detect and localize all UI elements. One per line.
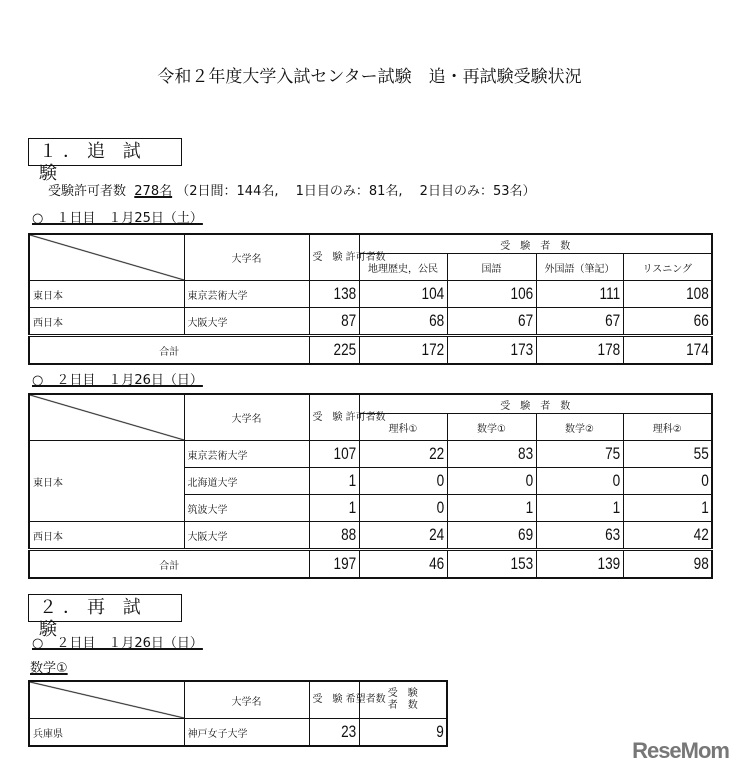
univ: 東京芸術大学 xyxy=(184,281,309,308)
total-value: 173 xyxy=(465,336,536,365)
univ: 東京芸術大学 xyxy=(184,441,309,468)
univ: 北海道大学 xyxy=(184,468,309,495)
header-subject: 理科② xyxy=(623,414,712,441)
value: 24 xyxy=(377,522,447,550)
total-label: 合計 xyxy=(29,550,309,579)
header-subject: 国語 xyxy=(447,254,536,281)
table-row xyxy=(29,308,712,336)
permit-summary xyxy=(48,180,536,199)
header-permit: 受 験 許可者数 xyxy=(309,234,359,281)
document-title: 令和２年度大学入試センター試験 追・再試験受験状況 xyxy=(157,67,582,87)
total-value: 174 xyxy=(641,336,712,365)
value: 63 xyxy=(553,522,623,550)
resemom-logo: ReseMom xyxy=(632,738,729,763)
value: 106 xyxy=(465,281,536,308)
day2-table xyxy=(28,393,713,579)
header-applicants: 受 験 希望者数 xyxy=(309,681,359,719)
table-row xyxy=(29,281,712,308)
value: 66 xyxy=(641,308,712,336)
value: 69 xyxy=(465,522,536,550)
value: 67 xyxy=(553,308,623,336)
summary-label: 受験許可者数 xyxy=(48,184,127,199)
region: 東日本 xyxy=(29,281,184,308)
header-examinees: 受 験 者 数 xyxy=(359,681,447,719)
header-subject: 地理歴史，公民 xyxy=(359,254,447,281)
univ: 大阪大学 xyxy=(184,308,309,336)
diagonal-header-cell xyxy=(29,681,184,719)
region: 西日本 xyxy=(29,522,184,550)
total-value: 178 xyxy=(553,336,623,365)
total-row xyxy=(29,336,712,365)
permit: 1 xyxy=(319,468,359,495)
permit: 138 xyxy=(319,281,359,308)
header-subject: 外国語（筆記） xyxy=(536,254,623,281)
value: 0 xyxy=(377,468,447,495)
region: 東日本 xyxy=(29,441,184,522)
value: 68 xyxy=(377,308,447,336)
permit: 87 xyxy=(319,308,359,336)
summary-detail: （2日間：144名, 1日目のみ：81名, 2日目のみ：53名） xyxy=(176,184,536,199)
value: 108 xyxy=(641,281,712,308)
value: 0 xyxy=(465,468,536,495)
diagonal-header-cell xyxy=(29,234,184,281)
total-value: 46 xyxy=(377,550,447,579)
total-label: 合計 xyxy=(29,336,309,365)
header-subject: 数学① xyxy=(447,414,536,441)
re-exam-table xyxy=(28,680,448,747)
total-value: 153 xyxy=(465,550,536,579)
examinees: 9 xyxy=(377,719,447,747)
header-subject: リスニング xyxy=(623,254,712,281)
permit: 88 xyxy=(319,522,359,550)
header-examinees: 受 験 者 数 xyxy=(359,234,712,254)
univ: 大阪大学 xyxy=(184,522,309,550)
value: 55 xyxy=(641,441,712,468)
day1-table xyxy=(28,233,713,365)
header-examinees: 受 験 者 数 xyxy=(359,394,712,414)
total-value: 98 xyxy=(641,550,712,579)
value: 1 xyxy=(553,495,623,522)
day1-label: ○ １日目 １月25日（土） xyxy=(32,211,203,226)
section-heading-re-exam: ２．再 試 験 xyxy=(28,594,182,622)
value: 22 xyxy=(377,441,447,468)
total-permit: 197 xyxy=(319,550,359,579)
value: 67 xyxy=(465,308,536,336)
univ: 筑波大学 xyxy=(184,495,309,522)
permit: 107 xyxy=(319,441,359,468)
univ: 神戸女子大学 xyxy=(184,719,309,747)
table-row xyxy=(29,719,447,747)
value: 75 xyxy=(553,441,623,468)
header-subject: 理科① xyxy=(359,414,447,441)
value: 42 xyxy=(641,522,712,550)
permit: 1 xyxy=(319,495,359,522)
re-exam-day-label: ○ ２日目 １月26日（日） xyxy=(32,636,203,651)
header-univ: 大学名 xyxy=(184,394,309,441)
total-value: 172 xyxy=(377,336,447,365)
value: 111 xyxy=(553,281,623,308)
value: 104 xyxy=(377,281,447,308)
value: 0 xyxy=(553,468,623,495)
region: 西日本 xyxy=(29,308,184,336)
total-permit: 225 xyxy=(319,336,359,365)
value: 1 xyxy=(465,495,536,522)
re-exam-subject: 数学① xyxy=(30,661,68,676)
value: 0 xyxy=(377,495,447,522)
table-row xyxy=(29,441,712,468)
value: 0 xyxy=(641,468,712,495)
total-value: 139 xyxy=(553,550,623,579)
value: 83 xyxy=(465,441,536,468)
section-heading-makeup-exam: １．追 試 験 xyxy=(28,138,182,166)
table-row xyxy=(29,522,712,550)
diagonal-header-cell xyxy=(29,394,184,441)
summary-total: 278名 xyxy=(134,184,173,199)
region: 兵庫県 xyxy=(29,719,184,747)
applicants: 23 xyxy=(319,719,359,747)
header-univ: 大学名 xyxy=(184,234,309,281)
total-row xyxy=(29,550,712,579)
day2-label: ○ ２日目 １月26日（日） xyxy=(32,373,203,388)
value: 1 xyxy=(641,495,712,522)
header-subject: 数学② xyxy=(536,414,623,441)
header-univ: 大学名 xyxy=(184,681,309,719)
header-permit: 受 験 許可者数 xyxy=(309,394,359,441)
